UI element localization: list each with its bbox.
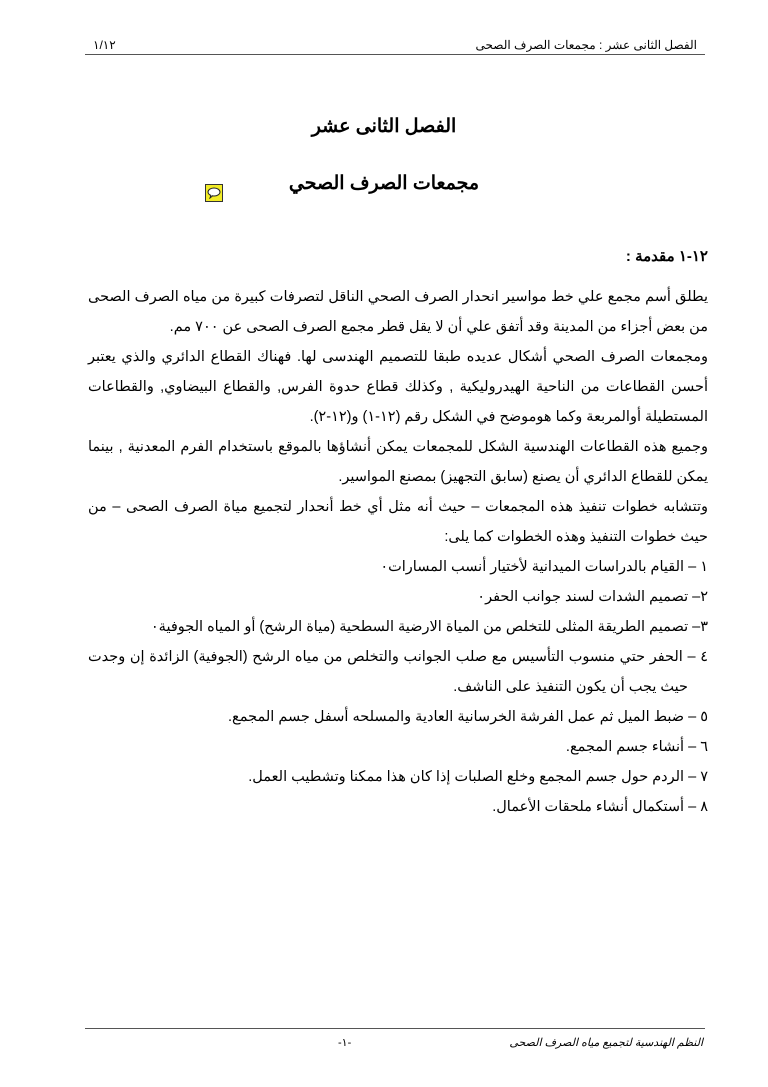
- list-item: ٧ – الردم حول جسم المجمع وخلع الصلبات إذا كان هذا ممكنا وتشطيب العمل.: [248, 769, 708, 785]
- header-page-ref: ١/١٢: [93, 38, 116, 52]
- footer-divider: [85, 1028, 705, 1029]
- list-item: ٨ – أستكمال أنشاء ملحقات الأعمال.: [492, 799, 708, 815]
- body-text: [88, 282, 708, 822]
- footer-page-number: -١-: [338, 1037, 352, 1049]
- speech-bubble-icon: [207, 187, 221, 199]
- chapter-subtitle: مجمعات الصرف الصحي: [288, 173, 480, 194]
- list-item: ٤ – الحفر حتي منسوب التأسيس مع صلب الجوانب والتخلص من مياه الرشح (الجوفية) الزائدة إن وجدت حيث يجب أن يكون التنفيذ على الناشف.: [88, 649, 708, 695]
- page-header: [85, 34, 705, 55]
- paragraph-steps-intro: وتتشابه خطوات تنفيذ هذه المجمعات – حيث أنه مثل أي خط أنحدار لتجميع مياة الصرف الصحى – من حيث خطوات التنفيذ وهذه الخطوات كما يلى:: [88, 499, 708, 545]
- chapter-title: الفصل الثانى عشر: [311, 116, 457, 137]
- list-item: ١ – القيام بالدراسات الميدانية لأختيار أنسب المسارات٠: [380, 559, 708, 575]
- footer-book-title: النظم الهندسية لتجميع مياه الصرف الصحى: [509, 1037, 703, 1049]
- paragraph-construction: وجميع هذه القطاعات الهندسية الشكل للمجمعات يمكن أنشاؤها بالموقع باستخدام الفرم المعدنية , بينما يمكن للقطاع الدائري أن يصنع (سابق التجهيز) بمصنع المواسير.: [88, 439, 708, 485]
- list-item: ٦ – أنشاء جسم المجمع.: [565, 739, 708, 755]
- paragraph-sections: ومجمعات الصرف الصحي أشكال عديده طبقا للتصميم الهندسى لها. فهناك القطاع الدائري والذي يعتبر أحسن القطاعات من الناحية الهيدروليكية , وكذلك قطاع حدوة الفرس, والقطاع البيضاوي, والقطاعات المستطيلة أوالمربعة وكما هوموضح في الشكل رقم (١٢-١) و(١٢-٢).: [88, 349, 708, 425]
- comment-icon[interactable]: [205, 184, 223, 202]
- list-item: ٥ – ضبط الميل ثم عمل الفرشة الخرسانية العادية والمسلحه أسفل جسم المجمع.: [228, 709, 708, 725]
- list-item: ٢– تصميم الشدات لسند جوانب الحفر٠: [477, 589, 708, 605]
- steps-list: [88, 552, 708, 822]
- list-item: ٣– تصميم الطريقة المثلى للتخلص من المياة الارضية السطحية (مياة الرشح) أو المياه الجوفية٠: [150, 619, 708, 635]
- section-heading: ١٢-١ مقدمة :: [625, 248, 708, 265]
- header-chapter-title: الفصل الثانى عشر : مجمعات الصرف الصحى: [475, 38, 697, 52]
- paragraph-definition: يطلق أسم مجمع علي خط مواسير انحدار الصرف الصحي الناقل لتصرفات كبيرة من مياه الصرف الصحى من بعض أجزاء من المدينة وقد أتفق علي أن لا يقل قطر مجمع الصرف الصحى عن ٧٠٠ مم.: [88, 289, 708, 335]
